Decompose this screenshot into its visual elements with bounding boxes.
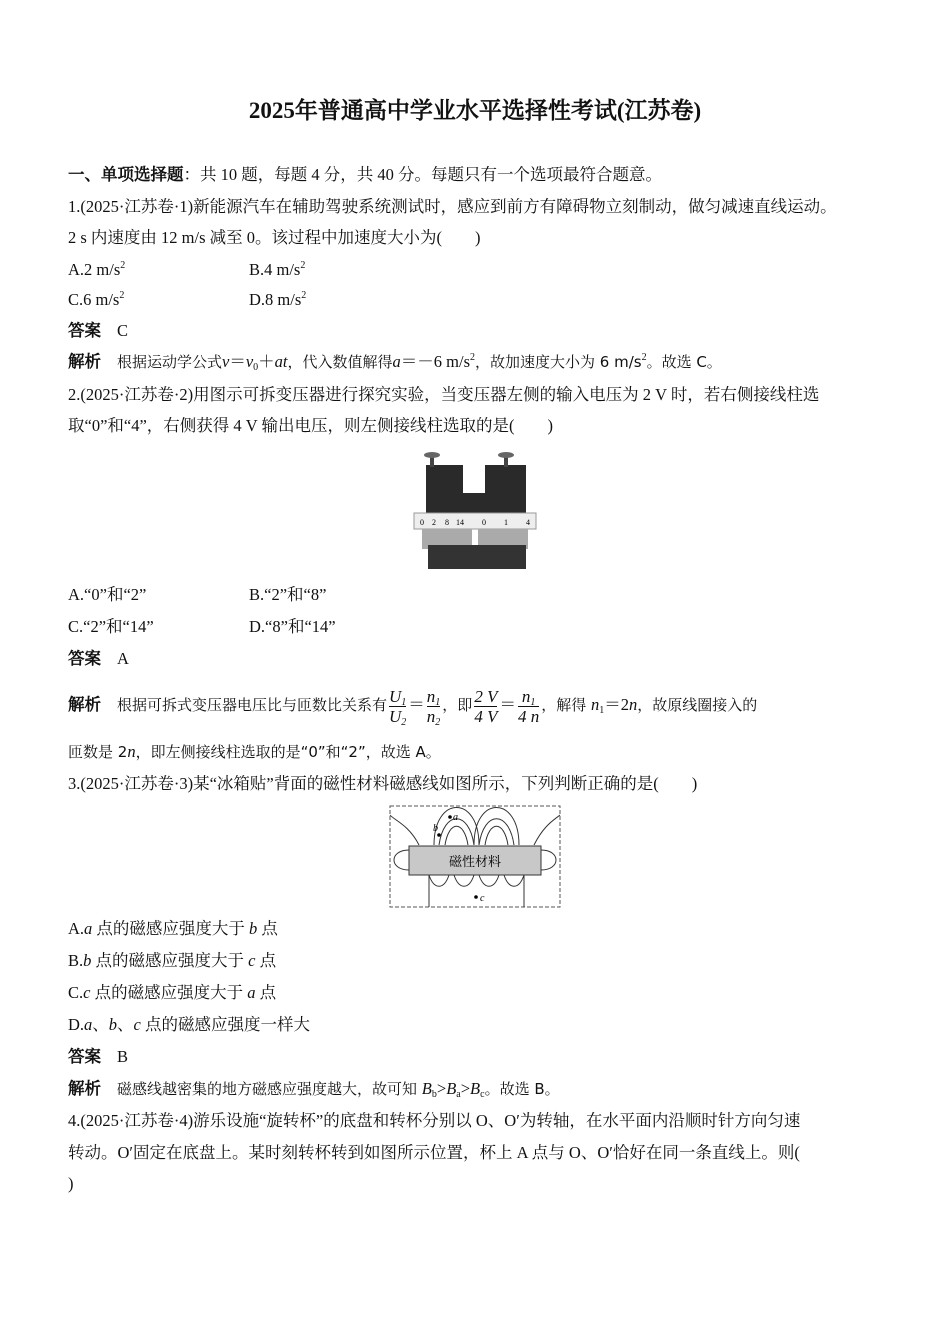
q2-analysis-line2 bbox=[68, 742, 441, 762]
q4-stem-line1: 4.(2025·江苏卷·4)游乐设施“旋转杯”的底盘和转杯分别以 O、O′为转轴，在水平面内沿顺时针方向匀速 bbox=[68, 1111, 801, 1130]
q1-stem-line1: 1.(2025·江苏卷·1)新能源汽车在辅助驾驶系统测试时，感应到前方有障碍物立刻制动，做匀减速直线运动。 bbox=[68, 197, 837, 216]
text: ＝2 bbox=[604, 695, 629, 714]
q3-option-b[interactable] bbox=[68, 951, 276, 971]
fraction bbox=[427, 687, 441, 726]
superscript: 2 bbox=[120, 260, 126, 271]
terminal-label: 0 bbox=[482, 518, 486, 527]
text: ，故加速度大小为 6 m/s bbox=[475, 353, 642, 371]
answer-label: 答案 bbox=[68, 321, 101, 340]
answer-label: 答案 bbox=[68, 1047, 101, 1066]
text: 。故选 C。 bbox=[646, 353, 722, 371]
material-label: 磁性材料 bbox=[448, 855, 502, 870]
var: B bbox=[470, 1079, 481, 1098]
text: 点 bbox=[255, 983, 277, 1002]
fraction bbox=[518, 687, 539, 726]
equals: ＝ bbox=[499, 695, 516, 714]
terminal-label: 4 bbox=[526, 518, 530, 527]
subscript: 1 bbox=[401, 696, 407, 708]
fraction bbox=[389, 687, 406, 726]
denominator: n bbox=[426, 706, 436, 726]
denominator: 4 n bbox=[517, 706, 540, 726]
q2-option-a[interactable]: A.“0”和“2” bbox=[68, 585, 147, 604]
point-c-label: c bbox=[480, 893, 485, 904]
q1-option-c[interactable] bbox=[68, 290, 124, 309]
section-title: 一、单项选择题 bbox=[68, 165, 184, 184]
magnetic-field-figure bbox=[389, 805, 561, 908]
var: n bbox=[127, 742, 136, 761]
text: 匝数是 2 bbox=[68, 743, 128, 761]
text: 点的磁感应强度大于 bbox=[90, 983, 248, 1002]
subscript: 1 bbox=[599, 705, 605, 716]
q1-option-a[interactable] bbox=[68, 260, 125, 279]
q2-option-b[interactable]: B.“2”和“8” bbox=[249, 585, 327, 604]
terminal-label: 8 bbox=[445, 518, 449, 527]
q1-option-d[interactable] bbox=[249, 290, 306, 310]
numerator: n bbox=[521, 686, 531, 706]
answer-value: B bbox=[117, 1047, 129, 1066]
denominator: U bbox=[389, 706, 402, 726]
subscript: a bbox=[456, 1089, 461, 1100]
terminal-label: 1 bbox=[504, 518, 508, 527]
text: 点的磁感应强度一样大 bbox=[140, 1015, 310, 1034]
subscript: 1 bbox=[435, 696, 441, 708]
numerator: 2 V bbox=[474, 686, 498, 706]
text: C. bbox=[68, 983, 84, 1002]
text: ，解得 bbox=[541, 696, 591, 714]
text: D. bbox=[68, 1015, 85, 1034]
q3-answer bbox=[68, 1047, 128, 1067]
text: > bbox=[460, 1079, 471, 1098]
q2-stem-line1: 2.(2025·江苏卷·2)用图示可拆变压器进行探究实验，当变压器左侧的输入电压为 2 V 时，若右侧接线柱选 bbox=[68, 385, 820, 404]
text: 、 bbox=[92, 1015, 109, 1034]
q4-stem-line2: 转动。O′固定在底盘上。某时刻转杯转到如图所示位置，杯上 A 点与 O、O′恰好在同一条直线上。则( bbox=[68, 1143, 800, 1162]
q1-answer bbox=[68, 321, 128, 341]
q2-stem-line2: 取“0”和“4”，右侧获得 4 V 输出电压，则左侧接线柱选取的是( ) bbox=[68, 416, 554, 435]
option-text: B.4 m/s bbox=[249, 260, 301, 279]
text: 点 bbox=[255, 951, 277, 970]
text: 点的磁感应强度大于 bbox=[91, 951, 249, 970]
var: a bbox=[84, 1015, 93, 1034]
q3-stem: 3.(2025·江苏卷·3)某“冰箱贴”背面的磁性材料磁感线如图所示，下列判断正确的是( ) bbox=[68, 774, 698, 793]
q2-option-d[interactable]: D.“8”和“14” bbox=[249, 617, 336, 636]
text: ＝ bbox=[229, 352, 246, 371]
text: 点的磁感应强度大于 bbox=[92, 919, 250, 938]
point-a-label: a bbox=[453, 812, 458, 823]
text: 磁感线越密集的地方磁感应强度越大，故可知 bbox=[117, 1080, 422, 1098]
text: 根据运动学公式 bbox=[117, 353, 223, 371]
superscript: 2 bbox=[641, 352, 647, 363]
var: b bbox=[83, 951, 92, 970]
option-text: C.6 m/s bbox=[68, 290, 120, 309]
q2-answer bbox=[68, 649, 129, 669]
text: B. bbox=[68, 951, 84, 970]
subscript: 2 bbox=[401, 716, 407, 728]
superscript: 2 bbox=[300, 260, 306, 271]
var: at bbox=[274, 352, 288, 371]
subscript: c bbox=[480, 1089, 485, 1100]
analysis-label: 解析 bbox=[68, 1079, 101, 1098]
q1-options-row2 bbox=[68, 290, 468, 310]
denominator: 4 V bbox=[474, 706, 498, 726]
analysis-label: 解析 bbox=[68, 695, 101, 714]
var: a bbox=[84, 919, 93, 938]
fraction bbox=[474, 687, 497, 726]
var: c bbox=[248, 951, 256, 970]
text: > bbox=[436, 1079, 447, 1098]
answer-label: 答案 bbox=[68, 649, 101, 668]
subscript: 0 bbox=[253, 362, 259, 373]
q2-option-c[interactable]: C.“2”和“14” bbox=[68, 617, 154, 636]
option-text: D.8 m/s bbox=[249, 290, 302, 309]
q1-analysis bbox=[68, 352, 722, 372]
terminal-label: 14 bbox=[456, 518, 464, 527]
q1-option-b[interactable] bbox=[249, 260, 305, 280]
section-heading bbox=[68, 165, 662, 185]
option-text: A.2 m/s bbox=[68, 260, 121, 279]
superscript: 2 bbox=[119, 290, 125, 301]
var: a bbox=[392, 352, 401, 371]
text: 。故选 B。 bbox=[484, 1080, 560, 1098]
q2-options-row1 bbox=[68, 585, 468, 605]
var: c bbox=[133, 1015, 141, 1034]
section-desc: ：共 10 题，每题 4 分，共 40 分。每题只有一个选项最符合题意。 bbox=[183, 165, 662, 184]
text: 根据可拆式变压器电压比与匝数比关系有 bbox=[117, 696, 388, 714]
var: B bbox=[446, 1079, 457, 1098]
q4-stem-line3: ) bbox=[68, 1174, 74, 1193]
terminal-label: 2 bbox=[432, 518, 436, 527]
terminal-label: 0 bbox=[420, 518, 424, 527]
text: ，即左侧接线柱选取的是“0”和“2”，故选 A。 bbox=[135, 743, 441, 761]
var: c bbox=[83, 983, 91, 1002]
text: ，代入数值解得 bbox=[287, 353, 393, 371]
q1-options-row1 bbox=[68, 260, 468, 280]
subscript: 2 bbox=[435, 716, 441, 728]
q2-analysis bbox=[68, 683, 757, 727]
page-title: 2025年普通高中学业水平选择性考试(江苏卷) bbox=[248, 98, 702, 123]
text: 、 bbox=[117, 1015, 134, 1034]
q3-analysis bbox=[68, 1079, 560, 1099]
var: B bbox=[421, 1079, 432, 1098]
equals: ＝ bbox=[408, 695, 425, 714]
q2-options-row2 bbox=[68, 617, 468, 637]
superscript: 2 bbox=[470, 352, 475, 363]
text: ，故原线圈接入的 bbox=[637, 696, 758, 714]
text: A. bbox=[68, 919, 85, 938]
answer-value: C bbox=[117, 321, 129, 340]
numerator: U bbox=[389, 686, 402, 706]
var: v bbox=[222, 352, 230, 371]
var: v bbox=[245, 352, 254, 371]
text: ，即 bbox=[442, 696, 473, 714]
q3-option-a[interactable] bbox=[68, 919, 278, 939]
subscript: b bbox=[431, 1089, 437, 1100]
subscript: 1 bbox=[530, 696, 536, 708]
numerator: n bbox=[426, 686, 436, 706]
var: b bbox=[249, 919, 258, 938]
text: 点 bbox=[257, 919, 278, 938]
var: a bbox=[247, 983, 256, 1002]
q1-stem-line2: 2 s 内速度由 12 m/s 减至 0。该过程中加速度大小为( ) bbox=[68, 228, 481, 247]
transformer-figure bbox=[408, 445, 543, 573]
q3-option-d[interactable] bbox=[68, 1015, 310, 1035]
q3-option-c[interactable] bbox=[68, 983, 276, 1003]
analysis-label: 解析 bbox=[68, 352, 101, 371]
point-b-label: b bbox=[433, 823, 438, 834]
var: n bbox=[628, 695, 638, 714]
text: ＝－6 m/s bbox=[400, 352, 470, 371]
answer-value: A bbox=[117, 649, 129, 668]
var: b bbox=[108, 1015, 118, 1034]
text: ＋ bbox=[258, 352, 275, 371]
var: n bbox=[590, 695, 600, 714]
superscript: 2 bbox=[301, 290, 307, 301]
